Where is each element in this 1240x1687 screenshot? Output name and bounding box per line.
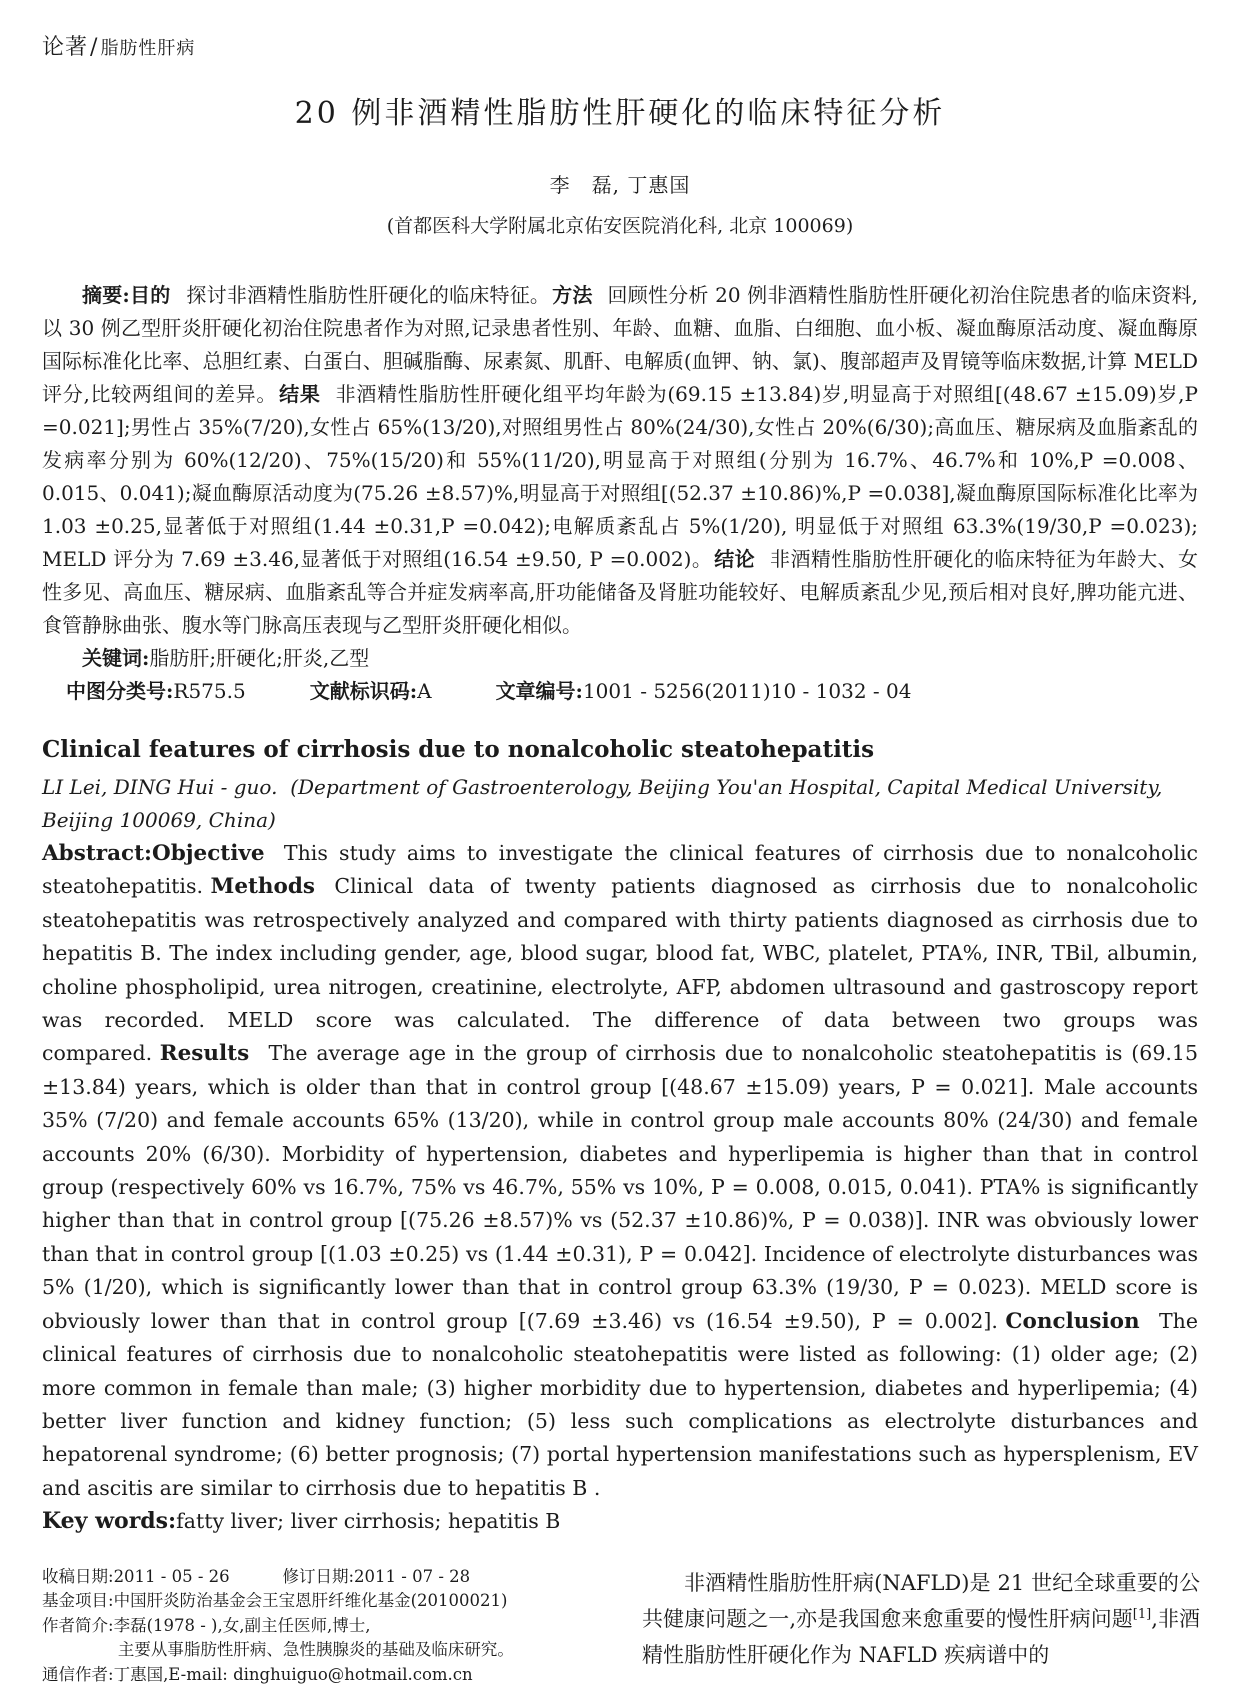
article-id-label: 文章编号:	[495, 679, 583, 703]
doc-code-label: 文献标识码:	[309, 679, 418, 703]
conclusion-label-cn: 结论	[714, 547, 756, 571]
revised-value: 2011 - 07 - 28	[354, 1566, 471, 1586]
received-value: 2011 - 05 - 26	[113, 1566, 230, 1586]
corresponding-value: 丁惠国,E-mail: dinghuiguo@hotmail.com.cn	[113, 1664, 473, 1684]
objective-label-en: Objective	[151, 841, 265, 866]
fund-value: 中国肝炎防治基金会王宝恩肝纤维化基金(20100021)	[113, 1591, 508, 1611]
clc-label: 中图分类号:	[66, 679, 174, 703]
bio-label: 作者简介:	[42, 1615, 114, 1635]
revised-label: 修订日期:	[282, 1566, 355, 1586]
conclusion-text-cn: 非酒精性脂肪性肝硬化的临床特征为年龄大、女性多见、高血压、糖尿病、血脂紊乱等合并症发病率高,肝功能储备及肾脏功能较好、电解质紊乱少见,预后相对良好,脾功能亢进、食管静脉曲张、腹水等门脉高压表现与乙型肝炎肝硬化相似。	[42, 547, 1198, 637]
results-label-cn: 结果	[279, 382, 321, 406]
classification-line	[42, 675, 1198, 708]
banner-topic: 脂肪性肝病	[100, 38, 196, 59]
banner-separator: /	[90, 35, 99, 60]
article-title-en: Clinical features of cirrhosis due to nonalcoholic steatohepatitis	[42, 736, 875, 763]
bottom-two-column-area	[42, 1565, 1198, 1687]
byline-en	[42, 771, 1198, 837]
authors-en: LI Lei, DING Hui - guo.	[42, 775, 278, 799]
journal-banner	[42, 30, 1198, 61]
keywords-cn-text: 脂肪肝;肝硬化;肝炎,乙型	[149, 646, 370, 670]
intro-text-after-ref: ,非酒精性脂肪性肝硬化作为 NAFLD 疾病谱中的	[642, 1606, 1200, 1667]
conclusion-label-en: Conclusion	[1005, 1308, 1140, 1334]
results-label-en: Results	[159, 1041, 250, 1067]
abstract-cn	[42, 279, 1198, 642]
methods-label-cn: 方法	[552, 283, 593, 307]
affiliation-cn: (首都医科大学附属北京佑安医院消化科, 北京 100069)	[386, 215, 854, 237]
objective-label-cn: 目的	[129, 283, 171, 307]
banner-category: 论著	[42, 35, 89, 60]
footnote-author-bio-continued: 主要从事脂肪性肝病、急性胰腺炎的基础及临床研究。	[117, 1640, 514, 1660]
footnote-author-bio	[42, 1614, 602, 1639]
abstract-cn-label: 摘要:	[82, 283, 130, 307]
objective-text-en: This study aims to investigate the clinical features of cirrhosis due to nonalcoholic steatohepatitis.	[42, 841, 1198, 899]
methods-label-en: Methods	[210, 874, 316, 900]
introduction-paragraph	[642, 1565, 1200, 1673]
keywords-cn	[42, 642, 1198, 675]
bio-value: 李磊(1978 - ),女,副主任医师,博士,	[113, 1615, 371, 1635]
doc-code-value: A	[417, 679, 432, 703]
introduction-column	[642, 1565, 1200, 1687]
fund-label: 基金项目:	[42, 1591, 114, 1611]
keywords-en-text: fatty liver; liver cirrhosis; hepatitis B	[176, 1509, 561, 1534]
intro-text-before-ref: 非酒精性脂肪性肝病(NAFLD)是 21 世纪全球重要的公共健康问题之一,亦是我国愈来愈重要的慢性肝病问题	[642, 1570, 1200, 1631]
keywords-en	[42, 1505, 1198, 1538]
conclusion-text-en: The clinical features of cirrhosis due to nonalcoholic steatohepatitis were listed as following: (1) older age; (2) more common in female than male; (3) higher morbidity due to hypertension, diabetes and hyperlipemia; (4) better liver function and kidney function; (5) less such complications as electrolyte disturbances and hepatorenal syndrome; (6) better prognosis; (7) portal hypertension manifestations such as hypersplenism, EV and ascitis are similar to cirrhosis due to hepatitis B .	[42, 1308, 1198, 1500]
article-title-cn: 20 例非酒精性脂肪性肝硬化的临床特征分析	[294, 96, 946, 131]
article-id-value: 1001 - 5256(2011)10 - 1032 - 04	[582, 679, 912, 703]
results-text-en: The average age in the group of cirrhosis due to nonalcoholic steatohepatitis is (69.15 ±13.84) years, which is older than that in control group [(48.67 ±15.09) years, P = 0.021]. Male accounts 35% (7/20) and female accounts 65% (13/20), while in control group male accounts 80% (24/30) and female accounts 20% (6/30). Morbidity of hypertension, diabetes and hyperlipemia is higher than that in control group (respectively 60% vs 16.7%, 75% vs 46.7%, 55% vs 10%, P = 0.008, 0.015, 0.041). PTA% is significantly higher than that in control group [(75.26 ±8.57)% vs (52.37 ±10.86)%, P = 0.038)]. INR was obviously lower than that in control group [(1.03 ±0.25) vs (1.44 ±0.31), P = 0.042]. Incidence of electrolyte disturbances was 5% (1/20), which is significantly lower than that in control group 63.3% (19/30, P = 0.023). MELD score is obviously lower than that in control group [(7.69 ±3.46) vs (16.54 ±9.50), P = 0.002].	[42, 1041, 1198, 1333]
affiliation-en: (Department of Gastroenterology, Beijing You'an Hospital, Capital Medical University, Beijing 100069, China)	[42, 775, 1163, 832]
objective-text-cn: 探讨非酒精性脂肪性肝硬化的临床特征。	[186, 283, 551, 307]
footnote-corresponding-author	[42, 1663, 602, 1687]
methods-text-cn: 回顾性分析 20 例非酒精性脂肪性肝硬化初治住院患者的临床资料,以 30 例乙型肝炎肝硬化初治住院患者作为对照,记录患者性别、年龄、血糖、血脂、白细胞、血小板、凝血酶原活动度、凝血酶原国际标准化比率、总胆红素、白蛋白、胆碱脂酶、尿素氮、肌酐、电解质(血钾、钠、氯)、腹部超声及胃镜等临床数据,计算 MELD 评分,比较两组间的差异。	[42, 283, 1199, 406]
corresponding-label: 通信作者:	[42, 1664, 114, 1684]
authors-cn: 李 磊, 丁惠国	[549, 173, 691, 197]
clc-value: R575.5	[173, 679, 246, 703]
abstract-en	[42, 837, 1198, 1505]
footnote-dates	[42, 1565, 602, 1590]
methods-text-en: Clinical data of twenty patients diagnosed as cirrhosis due to nonalcoholic steatohepatitis was retrospectively analyzed and compared with thirty patients diagnosed as cirrhosis due to hepatitis B. The index including gender, age, blood sugar, blood fat, WBC, platelet, PTA%, INR, TBil, albumin, choline phospholipid, urea nitrogen, creatinine, electrolyte, AFP, abdomen ultrasound and gastroscopy report was recorded. MELD score was calculated. The difference of data between two groups was compared.	[42, 874, 1198, 1066]
received-label: 收稿日期:	[42, 1566, 114, 1586]
keywords-cn-label: 关键词:	[82, 646, 150, 670]
results-text-cn: 非酒精性脂肪性肝硬化组平均年龄为(69.15 ±13.84)岁,明显高于对照组[(48.67 ±15.09)岁,P =0.021];男性占 35%(7/20),女性占 65%(13/20),对照组男性占 80%(24/30),女性占 20%(6/30);高血压、糖尿病及血脂紊乱的发病率分别为 60%(12/20)、75%(15/20)和 55%(11/20),明显高于对照组(分别为 16.7%、46.7%和 10%,P =0.008、0.015、0.041);凝血酶原活动度为(75.26 ±8.57)%,明显高于对照组[(52.37 ±10.86)%,P =0.038],凝血酶原国际标准化比率为 1.03 ±0.25,显著低于对照组(1.44 ±0.31,P =0.042);电解质紊乱占 5%(1/20), 明显低于对照组 63.3%(19/30,P =0.023); MELD 评分为 7.69 ±3.46,显著低于对照组(16.54 ±9.50, P =0.002)。	[42, 382, 1198, 571]
abstract-en-label: Abstract:	[42, 841, 152, 866]
reference-1-superscript: [1]	[1132, 1606, 1152, 1622]
footnote-fund	[42, 1589, 602, 1614]
keywords-en-label: Key words:	[42, 1508, 177, 1535]
footnotes-block	[42, 1565, 602, 1687]
